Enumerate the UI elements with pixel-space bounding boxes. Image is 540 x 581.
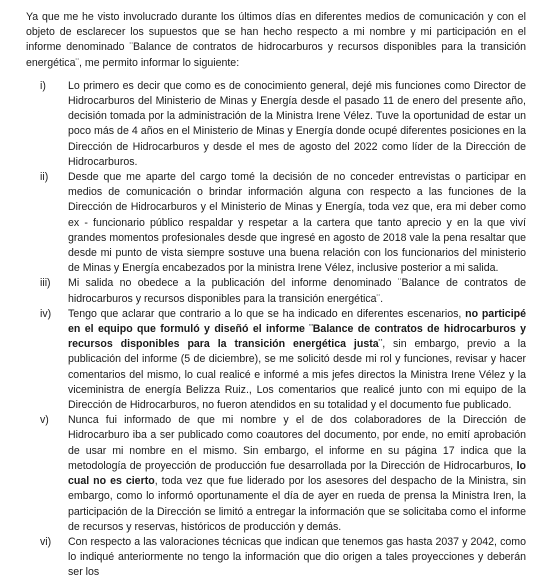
item-text	[68, 307, 526, 413]
list-item	[26, 276, 526, 306]
item-text-plain: , sin embargo, previo a la publicación del informe (5 de diciembre), se me solicitó desde mi rol y funciones, revisar y hacer comentarios del mismo, lo cual realicé e informé a mis jefes directos la Ministra Irene Vélez y la viceministra de energía Belizza Ruiz., Los comentarios que realicé junto con mi equipo de la Dirección de Hidrocarburos, no fueron atendidos en su totalidad y el documento fue publicado.	[68, 338, 526, 412]
intro-paragraph: Ya que me he visto involucrado durante los últimos días en diferentes medios de comunicación y con el objeto de esclarecer los supuestos que se han hecho respecto a mi nombre y mi participación en el informe denominado ¨Balance de contratos de hidrocarburos y recursos disponibles para la transición energética¨, me permito informar lo siguiente:	[26, 11, 526, 69]
list-item	[26, 413, 526, 535]
list-item	[26, 535, 526, 581]
list-item	[26, 307, 526, 413]
list-item	[26, 170, 526, 276]
item-text: Con respecto a las valoraciones técnicas que indican que tenemos gas hasta 2037 y 2042, como lo indiqué anteriormente no tengo la información que dio origen a tales proyecciones y deberán ser los	[68, 535, 526, 579]
item-text-bold: lo cual no es cierto	[68, 459, 526, 488]
item-text: Desde que me aparte del cargo tomé la decisión de no conceder entrevistas o participar en medios de comunicación o brindar información alguna con respecto a las funciones de la Dirección de Hidrocarburos y el Ministerio de Minas y Energía, toda vez que, era mi deber como ex - funcionario público respaldar y respetar a la cartera que tanto aprecio y en la que viví grandes momentos profesionales desde que ingresé en agosto de 2018 vale la pena resaltar que desde mi punto de vista siempre sostuve una buena relación con los funcionarios del ministerio de Minas y Energía encabezados por la ministra Irene Vélez, inclusive posterior a mi salida.	[68, 171, 526, 275]
item-text-bold: no participé en el equipo que formuló y diseñó el informe ¨Balance de contratos de hidrocarburos y recursos disponibles para la transición energética justa¨	[68, 307, 526, 351]
item-number: vi)	[40, 535, 52, 548]
numbered-list	[26, 79, 526, 581]
item-number: ii)	[40, 171, 49, 184]
item-number: iii)	[40, 277, 51, 290]
list-item	[26, 79, 526, 170]
item-text-plain: , toda vez que fue liderado por los asesores del despacho de la Ministra, sin embargo, como lo informó oportunamente el día de ayer en rueda de prensa la Ministra Iren, la participación de la Dirección se limitó a entregar la información que se solicitaba como el informe de recursos y reservas, históricos de producción y demás.	[68, 475, 526, 533]
item-number: i)	[40, 79, 46, 92]
item-number: iv)	[40, 307, 52, 320]
item-text: Mi salida no obedece a la publicación del informe denominado ¨Balance de contratos de hidrocarburos y recursos disponibles para la transición energética¨.	[68, 277, 526, 305]
item-text-plain: Tengo que aclarar que contrario a lo que se ha indicado en diferentes escenarios,	[68, 307, 466, 320]
item-number: v)	[40, 414, 49, 427]
item-text	[68, 413, 526, 535]
item-text: Lo primero es decir que como es de conocimiento general, dejé mis funciones como Director de Hidrocarburos del Ministerio de Minas y Energía desde el pasado 11 de enero del presente año, decisión tomada por la administración de la Ministra Irene Vélez. Tuve la oportunidad de estar un poco más de 4 años en el Ministerio de Minas y Energía donde ocupé diferentes posiciones en la Dirección de Hidrocarburos y desde el mes de agosto del 2022 como líder de la Dirección de Hidrocarburos.	[68, 79, 526, 168]
item-text-plain: Nunca fui informado de que mi nombre y el de dos colaboradores de la Dirección de Hidrocarburo iba a ser publicado como coautores del documento, por ende, no emití aprobación de usar mi nombre en el mismo. Sin embargo, el informe en su página 17 indica que la metodología de proyección de producción fue desarrollada por la Dirección de Hidrocarburos,	[68, 414, 526, 472]
